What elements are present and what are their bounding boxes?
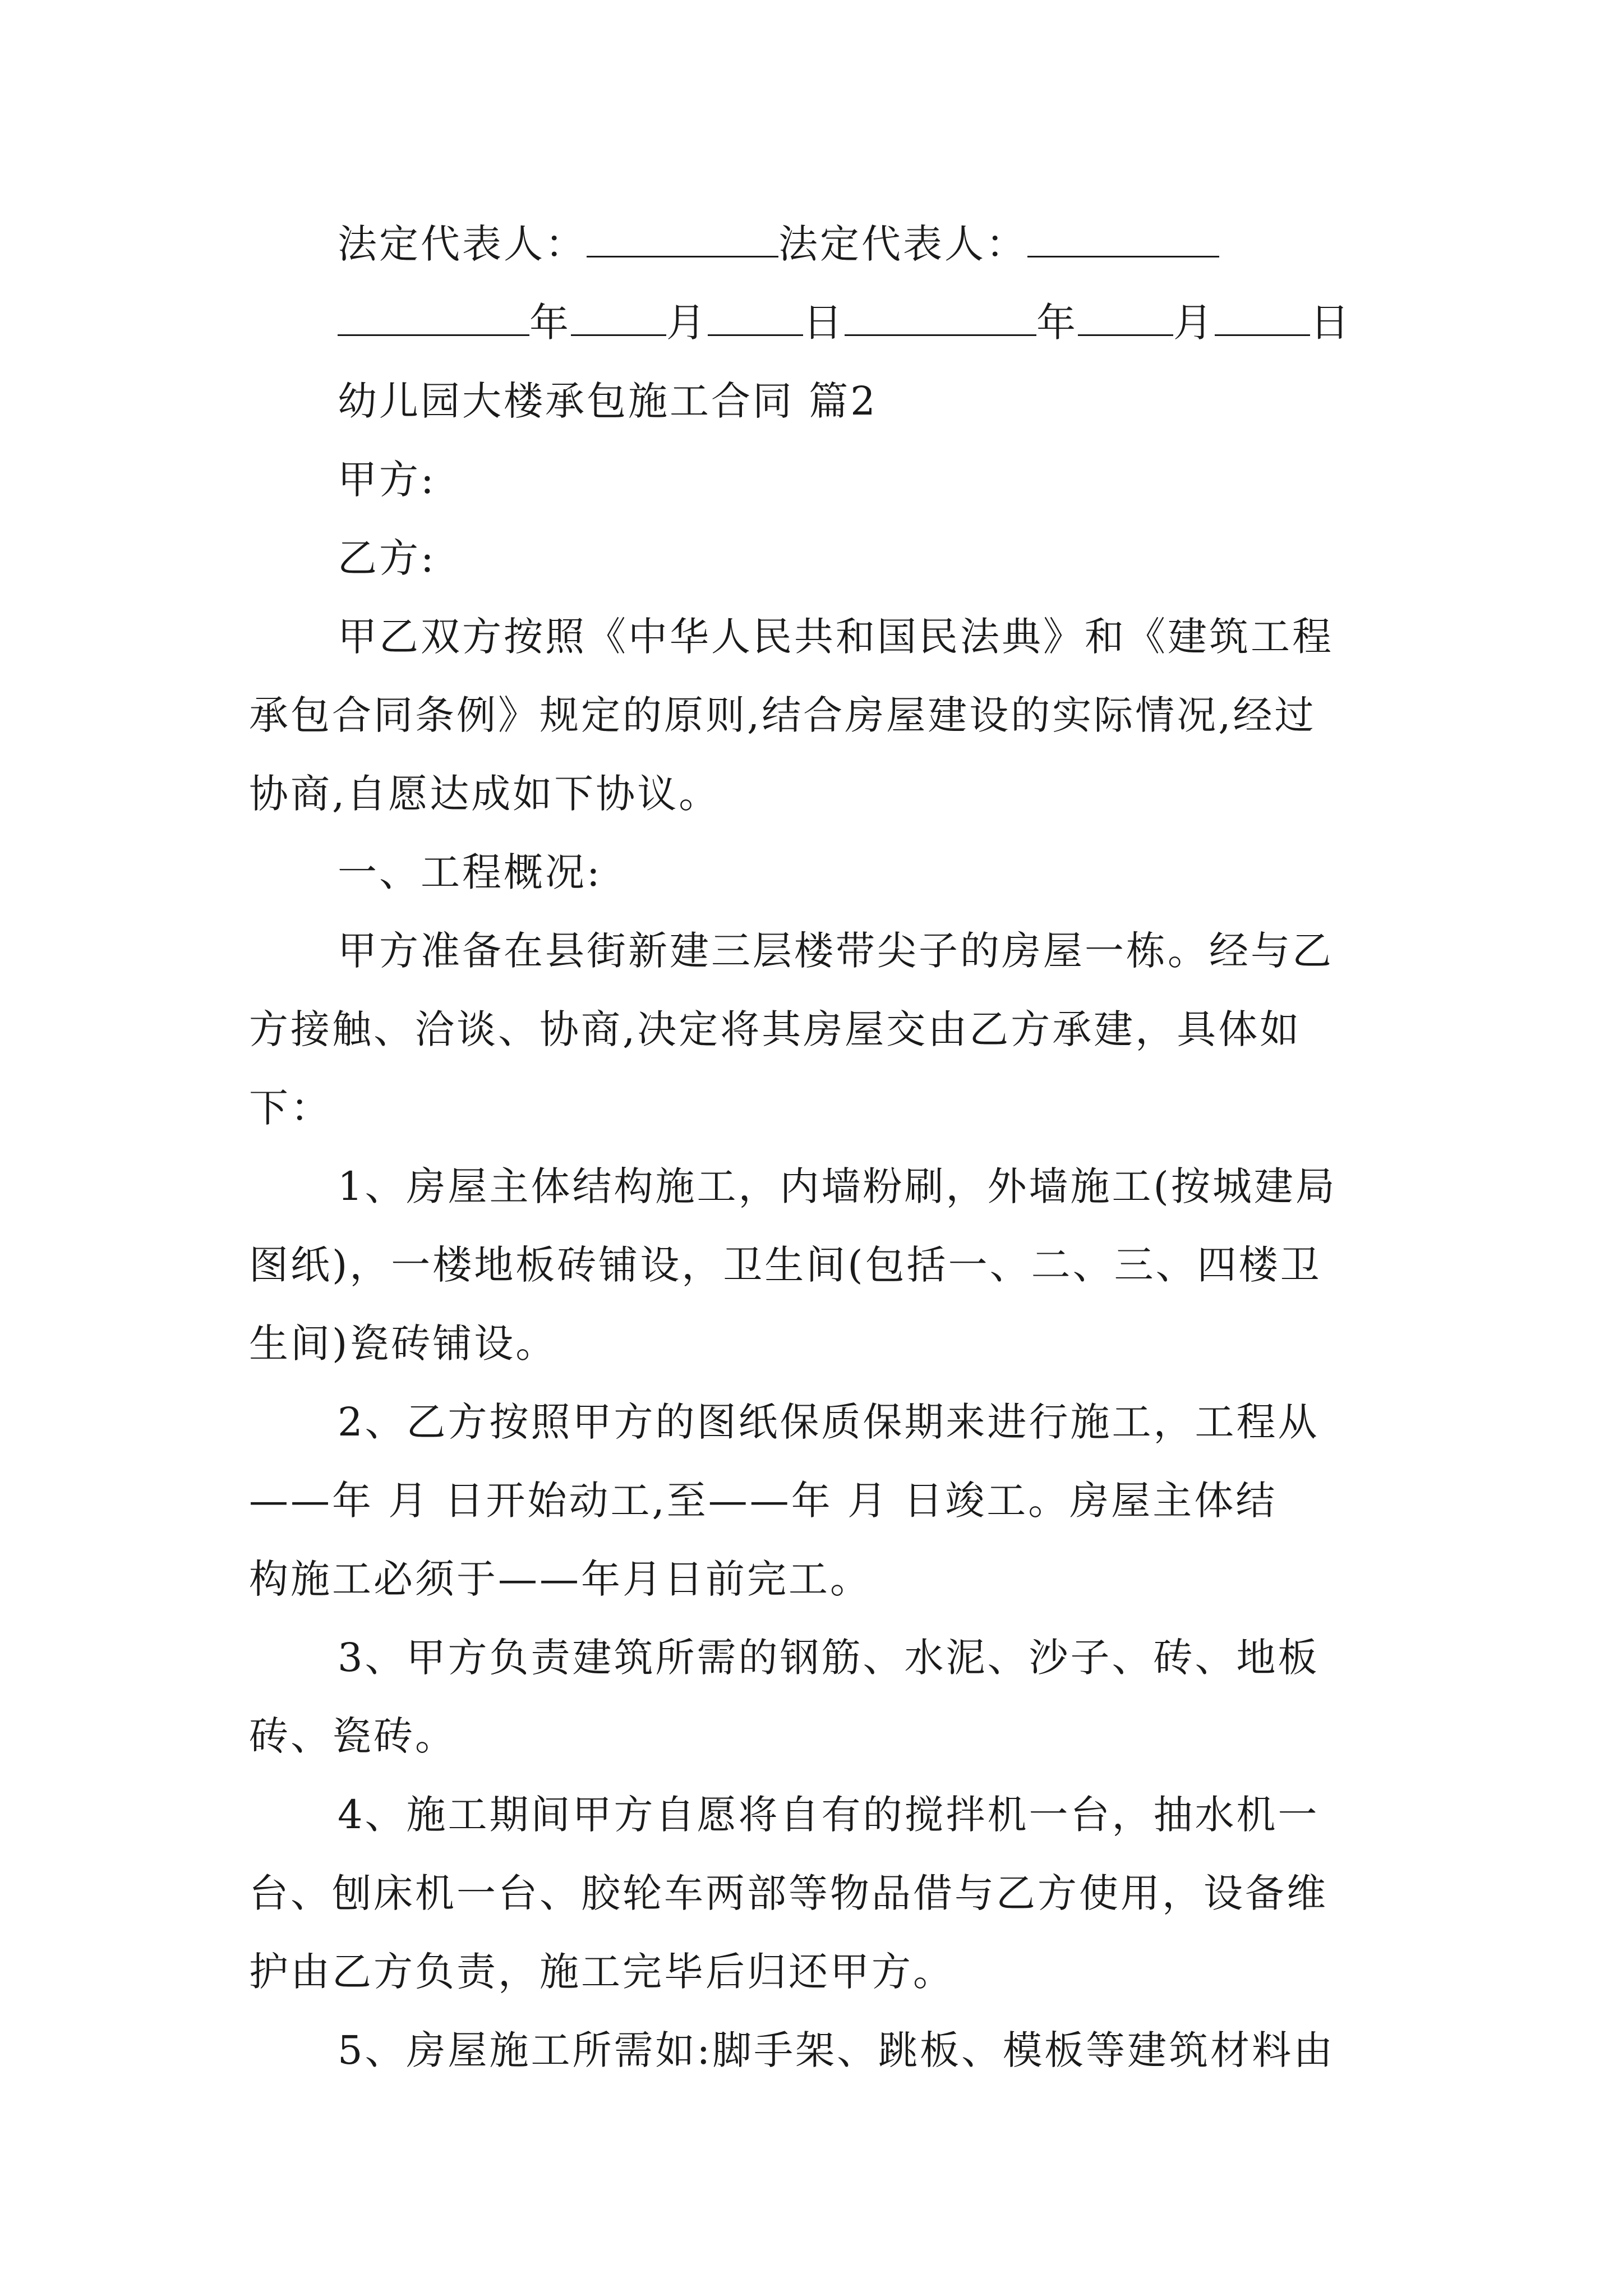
year-label: 年 [529, 300, 571, 346]
overview-line: 方接触、洽谈、协商,决定将其房屋交由乙方承建，具体如 [249, 1006, 1302, 1052]
overview-line: 甲方准备在县街新建三层楼带尖子的房屋一栋。经与乙 [338, 928, 1334, 974]
day-label: 日 [1310, 300, 1352, 346]
item-2-line: 构施工必须于——年月日前完工。 [249, 1556, 872, 1602]
intro-line: 协商,自愿达成如下协议。 [249, 771, 721, 817]
rep-blank-b [1027, 221, 1219, 257]
item-3-line: 3、甲方负责建筑所需的钢筋、水泥、沙子、砖、地板 [338, 1635, 1320, 1681]
date-blank [1078, 300, 1173, 336]
date-blank [845, 300, 1036, 336]
month-label: 月 [1173, 300, 1215, 346]
date-blank [1215, 300, 1310, 336]
item-4-line: 护由乙方负责，施工完毕后归还甲方。 [249, 1949, 955, 1995]
item-1-line: 1、房屋主体结构施工，内墙粉刷，外墙施工(按城建局 [338, 1163, 1337, 1209]
month-label: 月 [666, 300, 708, 346]
section-title: 幼儿园大楼承包施工合同 篇2 [338, 378, 878, 424]
rep-label-a: 法定代表人： [338, 221, 587, 267]
date-blank [708, 300, 803, 336]
item-4-line: 4、施工期间甲方自愿将自有的搅拌机一台，抽水机一 [338, 1792, 1320, 1838]
date-line [338, 283, 1476, 362]
party-a-label: 甲方: [338, 457, 436, 503]
item-3-line: 砖、瓷砖。 [249, 1713, 457, 1759]
date-blank [338, 300, 529, 336]
item-4-line: 台、刨床机一台、胶轮车两部等物品借与乙方使用，设备维 [249, 1870, 1328, 1916]
rep-label-b: 法定代表人： [778, 221, 1027, 267]
day-label: 日 [803, 300, 845, 346]
item-5-line: 5、房屋施工所需如:脚手架、跳板、模板等建筑材料由 [338, 2027, 1335, 2073]
intro-line: 承包合同条例》规定的原则,结合房屋建设的实际情况,经过 [249, 692, 1316, 738]
year-label: 年 [1036, 300, 1078, 346]
item-2-line: 2、乙方按照甲方的图纸保质保期来进行施工，工程从 [338, 1399, 1320, 1445]
intro-line: 甲乙双方按照《中华人民共和国民法典》和《建筑工程 [338, 614, 1334, 660]
item-1-line: 图纸)，一楼地板砖铺设，卫生间(包括一、二、三、四楼卫 [249, 1242, 1322, 1288]
heading-overview: 一、工程概况: [338, 849, 602, 895]
representative-line [338, 205, 1476, 283]
rep-blank-a [587, 221, 778, 257]
item-1-line: 生间)瓷砖铺设。 [249, 1320, 557, 1366]
date-blank [571, 300, 666, 336]
item-2-line: ——年 月 日开始动工,至——年 月 日竣工。房屋主体结 [249, 1478, 1278, 1524]
party-b-label: 乙方: [338, 535, 436, 581]
overview-line: 下： [249, 1085, 332, 1131]
